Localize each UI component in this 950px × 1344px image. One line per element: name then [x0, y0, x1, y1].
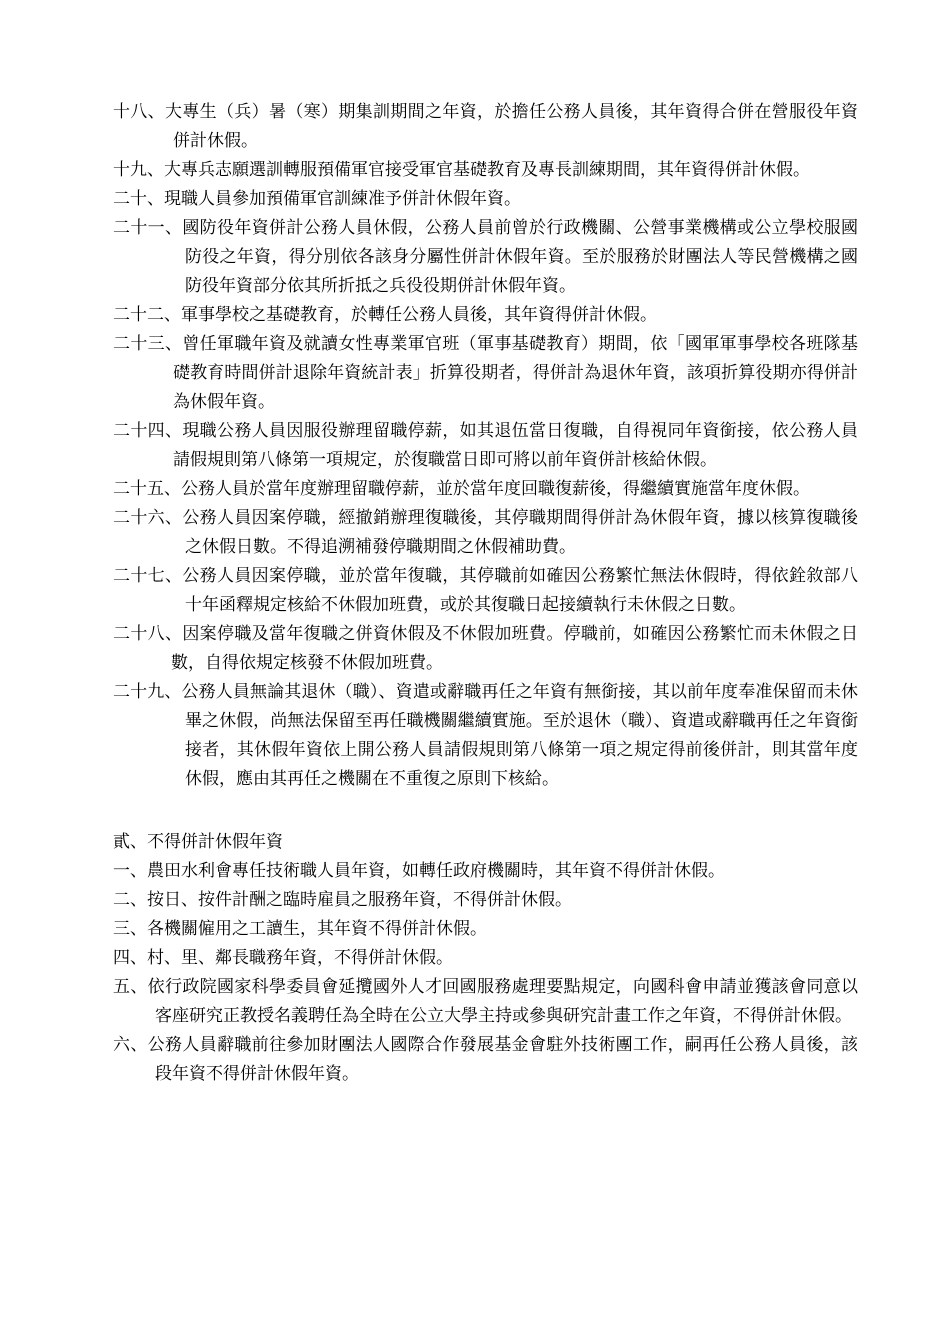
list-item: [113, 214, 858, 301]
item-text: 國防役年資併計公務人員休假，公務人員前曾於行政機關、公營事業機構或公立學校服國防役之年資，得分別依各該身分屬性併計休假年資。至於服務於財團法人等民營機構之國防役年資部分依其所折抵之兵役役期併計休假年資。: [182, 218, 859, 296]
list-item: [113, 504, 858, 562]
list-item: [113, 156, 858, 185]
list-item: [113, 944, 858, 973]
list-item: [113, 330, 858, 417]
item-text: 各機關僱用之工讀生，其年資不得併計休假。: [147, 919, 487, 939]
item-text: 公務人員辭職前往參加財團法人國際合作發展基金會駐外技術團工作，嗣再任公務人員後，該段年資不得併計休假年資。: [147, 1035, 859, 1084]
list-item: [113, 562, 858, 620]
list-item: [113, 678, 858, 794]
item-text: 公務人員因案停職，並於當年復職，其停職前如確因公務繁忙無法休假時，得依銓敘部八十年函釋規定核給不休假加班費，或於其復職日起接續執行未休假之日數。: [182, 566, 859, 615]
list-item: [113, 417, 858, 475]
list-item: [113, 185, 858, 214]
list-item: [113, 620, 858, 678]
item-number: 六、: [113, 1035, 148, 1055]
item-text: 曾任軍職年資及就讀女性專業軍官班（軍事基礎教育）期間，依「國軍軍事學校各班隊基礎教育時間併計退除年資統計表」折算役期者，得併計為退休年資，該項折算役期亦得併計為休假年資。: [173, 334, 859, 412]
list-item: [113, 98, 858, 156]
item-number: 一、: [113, 861, 147, 881]
item-text: 按日、按件計酬之臨時雇員之服務年資，不得併計休假。: [147, 890, 572, 910]
item-text: 現職公務人員因服役辦理留職停薪，如其退伍當日復職，自得視同年資銜接，依公務人員請假規則第八條第一項規定，於復職當日即可將以前年資併計核給休假。: [173, 421, 859, 470]
document-page: [113, 98, 858, 1089]
list-item: [113, 915, 858, 944]
section-spacer: [113, 794, 858, 828]
list-item: [113, 301, 858, 330]
item-number: 三、: [113, 919, 147, 939]
item-text: 農田水利會專任技術職人員年資，如轉任政府機關時，其年資不得併計休假。: [147, 861, 725, 881]
section-title: 貳、不得併計休假年資: [113, 832, 283, 852]
item-number: 二十、: [113, 189, 164, 209]
item-number: 二、: [113, 890, 147, 910]
item-text: 大專兵志願選訓轉服預備軍官接受軍官基礎教育及專長訓練期間，其年資得併計休假。: [164, 160, 810, 180]
list-item: [113, 475, 858, 504]
item-number: 十九、: [113, 160, 164, 180]
item-text: 大專生（兵）暑（寒）期集訓期間之年資，於擔任公務人員後，其年資得合併在營服役年資併計休假。: [165, 102, 858, 151]
item-text: 公務人員因案停職，經撤銷辦理復職後，其停職期間得併計為休假年資，據以核算復職後之休假日數。不得追溯補發停職期間之休假補助費。: [182, 508, 859, 557]
list-item: [113, 1031, 858, 1089]
item-number: 十八、: [113, 102, 165, 122]
list-item: [113, 886, 858, 915]
item-text: 依行政院國家科學委員會延攬國外人才回國服務處理要點規定，向國科會申請並獲該會同意以客座研究正教授名義聘任為全時在公立大學主持或參與研究計畫工作之年資，不得併計休假。: [147, 977, 859, 1026]
item-text: 軍事學校之基礎教育，於轉任公務人員後，其年資得併計休假。: [181, 305, 657, 325]
item-number: 二十九、: [113, 682, 182, 702]
item-number: 二十八、: [113, 624, 183, 644]
item-text: 公務人員於當年度辦理留職停薪，並於當年度回職復薪後，得繼續實施當年度休假。: [181, 479, 810, 499]
list-item: [113, 973, 858, 1031]
item-number: 二十五、: [113, 479, 181, 499]
item-number: 二十七、: [113, 566, 183, 586]
item-number: 四、: [113, 948, 147, 968]
item-number: 二十六、: [113, 508, 183, 528]
item-number: 二十一、: [113, 218, 183, 238]
item-text: 現職人員參加預備軍官訓練准予併計休假年資。: [164, 189, 521, 209]
item-text: 公務人員無論其退休（職）、資遣或辭職再任之年資有無銜接，其以前年度奉准保留而未休畢之休假，尚無法保留至再任職機關繼續實施。至於退休（職）、資遣或辭職再任之年資銜接者，其休假年資依上開公務人員請假規則第八條第一項之規定得前後併計，則其當年度休假，應由其再任之機關在不重復之原則下核給。: [181, 682, 859, 789]
item-number: 二十四、: [113, 421, 183, 441]
item-text: 村、里、鄰長職務年資，不得併計休假。: [147, 948, 453, 968]
item-number: 二十二、: [113, 305, 181, 325]
list-item: [113, 857, 858, 886]
item-number: 五、: [113, 977, 148, 997]
item-text: 因案停職及當年復職之併資休假及不休假加班費。停職前，如確因公務繁忙而未休假之日數，自得依規定核發不休假加班費。: [171, 624, 859, 673]
item-number: 二十三、: [113, 334, 183, 354]
